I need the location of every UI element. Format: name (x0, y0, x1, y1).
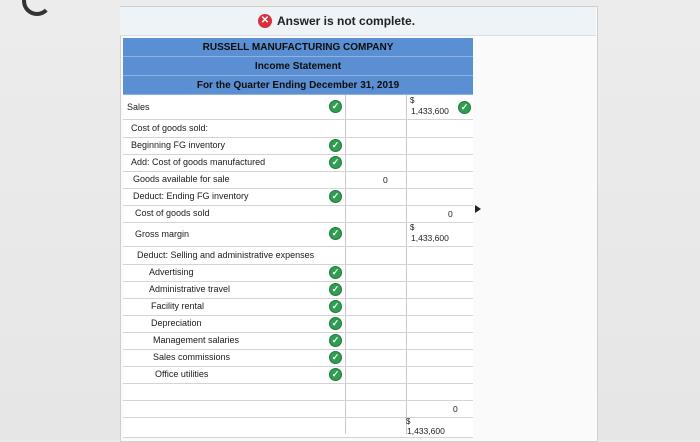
row-total-sga (123, 400, 473, 418)
row-mgmt-salaries (123, 332, 473, 350)
row-label[interactable]: Management salaries (153, 335, 240, 345)
row-cogs-header (123, 120, 473, 138)
check-icon: ✓ (329, 190, 342, 203)
company-name: RUSSELL MANUFACTURING COMPANY (123, 38, 473, 57)
dollar-sign: $ (410, 223, 415, 232)
net-label-input[interactable] (125, 417, 343, 434)
check-icon: ✓ (329, 227, 342, 240)
row-goods-available (123, 171, 473, 189)
check-icon: ✓ (329, 334, 342, 347)
check-icon: ✓ (329, 156, 342, 169)
row-label[interactable]: Add: Cost of goods manufactured (131, 157, 266, 167)
row-label[interactable]: Sales (127, 102, 150, 112)
statement-period: For the Quarter Ending December 31, 2019 (123, 76, 473, 95)
row-label[interactable]: Deduct: Ending FG inventory (133, 191, 249, 201)
row-advertising (123, 264, 473, 282)
net-value[interactable]: 1,433,600 (407, 426, 445, 436)
row-label[interactable]: Cost of goods sold: (131, 123, 209, 133)
check-icon: ✓ (329, 368, 342, 381)
row-office-utilities (123, 366, 473, 384)
check-icon: ✓ (329, 283, 342, 296)
dollar-sign: $ (410, 96, 415, 105)
income-statement-table (123, 38, 473, 438)
status-text: Answer is not complete. (277, 14, 416, 28)
row-cogs-total (123, 205, 473, 223)
row-label[interactable]: Cost of goods sold (135, 208, 210, 218)
row-label[interactable]: Beginning FG inventory (131, 140, 226, 150)
row-gross-margin (123, 222, 473, 247)
row-label[interactable]: Depreciation (151, 318, 202, 328)
row-label[interactable]: Office utilities (155, 369, 209, 379)
check-icon: ✓ (329, 266, 342, 279)
check-icon: ✓ (329, 300, 342, 313)
row-label[interactable]: Facility rental (151, 301, 205, 311)
mouse-cursor-icon (475, 205, 481, 213)
row-sales-commissions (123, 349, 473, 367)
sales-value[interactable]: 1,433,600 (411, 106, 449, 116)
row-label[interactable]: Sales commissions (153, 352, 231, 362)
row-blank (123, 383, 473, 401)
row-facility-rental (123, 298, 473, 316)
row-admin-travel (123, 281, 473, 299)
check-icon: ✓ (329, 317, 342, 330)
cogs-value[interactable]: 0 (448, 209, 453, 219)
check-icon: ✓ (458, 101, 471, 114)
row-label[interactable]: Gross margin (135, 229, 190, 239)
dollar-sign: $ (406, 417, 411, 426)
total-sga-input[interactable] (125, 400, 343, 417)
error-x-icon: ✕ (258, 14, 272, 28)
check-icon: ✓ (329, 351, 342, 364)
row-label[interactable]: Administrative travel (149, 284, 231, 294)
row-beginning-fg (123, 137, 473, 155)
statement-title: Income Statement (123, 57, 473, 76)
row-depreciation (123, 315, 473, 333)
row-label[interactable]: Deduct: Selling and administrative expenses (137, 250, 315, 260)
row-label[interactable]: Advertising (149, 267, 194, 277)
row-label[interactable]: Goods available for sale (133, 174, 230, 184)
row-add-cogm (123, 154, 473, 172)
row-sales (123, 95, 473, 120)
gross-margin-value[interactable]: 1,433,600 (411, 233, 449, 243)
row-deduct-sga (123, 247, 473, 265)
total-sga-value[interactable]: 0 (453, 404, 458, 414)
status-message (258, 13, 415, 29)
check-icon: ✓ (329, 100, 342, 113)
row-ending-fg (123, 188, 473, 206)
goods-available-value[interactable]: 0 (383, 175, 388, 185)
row-net (123, 417, 473, 438)
check-icon: ✓ (329, 139, 342, 152)
